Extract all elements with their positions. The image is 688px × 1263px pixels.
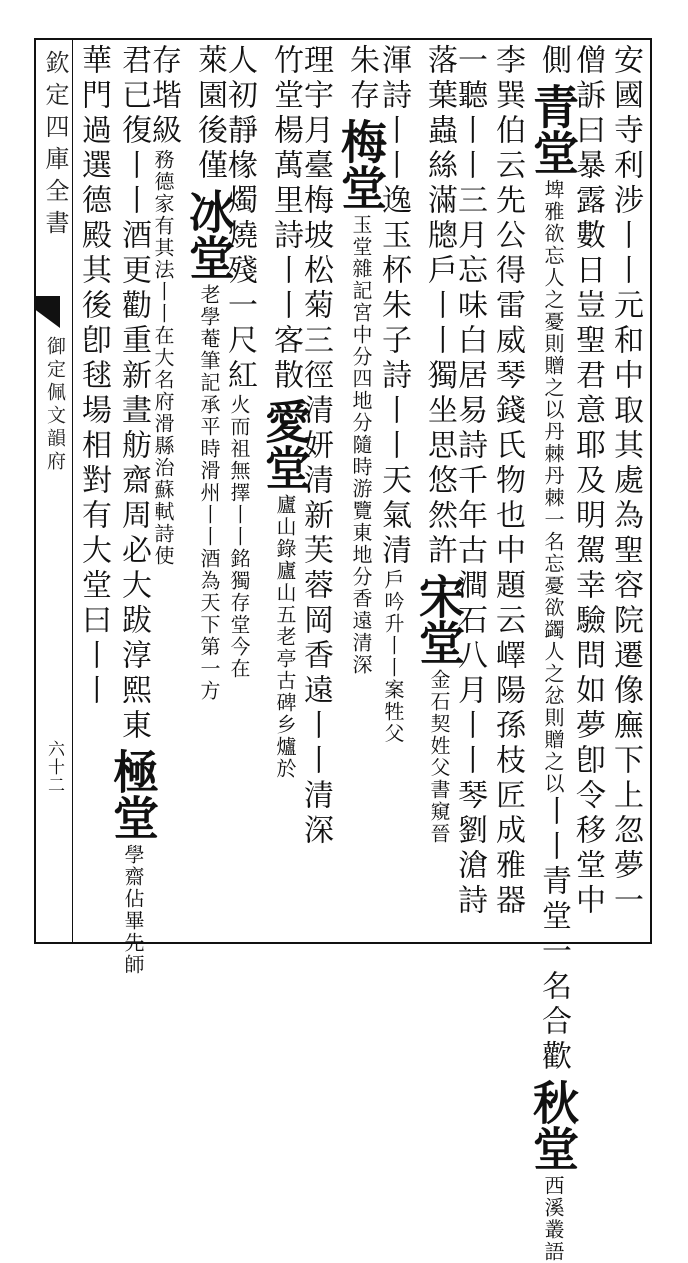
entry-heading: 宋堂 (412, 573, 466, 665)
page-number: 六十二 (44, 740, 64, 794)
text-column (608, 44, 643, 919)
annotation-note: 金石契姓父書窺晉 (427, 669, 451, 845)
entry-heading: 梅堂 (334, 118, 388, 210)
annotation-note: 火而祖無擇丨丨銘獨存堂今在 (227, 394, 251, 680)
left-border-rule (34, 38, 36, 944)
text-column (106, 44, 160, 976)
annotation-note: 戶吟升丨丨案牲父 (381, 569, 405, 745)
entry-heading: 冰堂 (182, 188, 236, 280)
text-column (76, 44, 111, 709)
text-column (412, 44, 466, 845)
entry-heading: 極堂 (106, 748, 160, 840)
entry-heading: 青堂 (526, 83, 580, 175)
column-text: 竹堂楊萬里詩丨丨客散 (268, 44, 303, 394)
annotation-note: 務德家有其法丨丨在大名府滑縣治蘇軾詩使 (151, 149, 175, 567)
right-border-rule (650, 38, 652, 944)
top-border-rule (34, 38, 652, 40)
fishtail-mark (34, 296, 60, 328)
annotation-note: 西溪叢語 (541, 1175, 565, 1263)
column-text: 朱存 (344, 44, 379, 114)
annotation-note: 玉堂雜記宮中分四地分隨時游覽東地分香遠清深 (349, 214, 373, 676)
column-text: 落葉蟲絲滿牕戶丨丨獨坐思悠然許 (422, 44, 457, 569)
column-text: 李巽伯云先公得雷威琴錢氏物也中題云嶧陽孫枝匠成雅器 (490, 44, 525, 919)
column-text: 萊園後僅 (192, 44, 227, 184)
book-title: 御定佩文韻府 (44, 336, 66, 474)
column-text: 安國寺利涉丨丨元和中取其處為聖容院遷像廡下上忽夢一 (608, 44, 643, 919)
annotation-note: 老學菴筆記承平時滑州丨丨酒為天下第一方 (197, 284, 221, 702)
annotation-note: 學齋佔畢先師 (121, 844, 145, 976)
column-text: 丨丨青堂一名合歡 (536, 795, 571, 1075)
column-text: 側 (536, 44, 571, 79)
column-text: 華門過選德殿其後卽毬場相對有大堂曰丨丨 (76, 44, 111, 709)
text-column (258, 44, 312, 780)
annotation-note: 埤雅欲忘人之憂則贈之以丹棘丹棘一名忘憂欲蠲人之忿則贈之以 (541, 179, 565, 795)
text-column (570, 44, 605, 919)
column-text: 君已復丨丨酒更勸重新晝舫齋周必大跋淳熙東 (116, 44, 151, 744)
column-text: 僧訴曰暴露數日豈聖君意耶及明駕幸驗問如夢卽令移堂中 (570, 44, 605, 919)
column-text: 一聽丨丨三月忘味白居易詩千年古澗石八月丨丨琴劉滄詩 (452, 44, 487, 919)
margin-edge-text: 欽定四庫全書 (41, 50, 69, 242)
text-column (526, 44, 580, 1263)
entry-heading: 秋堂 (526, 1079, 580, 1171)
column-text: 人初靜椽燭燒殘一尺紅 (222, 44, 257, 394)
entry-heading: 愛堂 (258, 398, 312, 490)
text-column (490, 44, 525, 919)
column-text: 存堦級 (146, 44, 181, 149)
annotation-note: 廬山錄廬山五老亭古碑乡爐於 (273, 494, 297, 780)
column-text: 渾詩丨丨逸玉杯朱子詩丨丨天氣清 (376, 44, 411, 569)
text-column (334, 44, 388, 676)
column-text: 理宇月臺梅坡松菊三徑清妍清新芙蓉岡香遠丨丨清深 (298, 44, 333, 849)
text-column (182, 44, 236, 702)
